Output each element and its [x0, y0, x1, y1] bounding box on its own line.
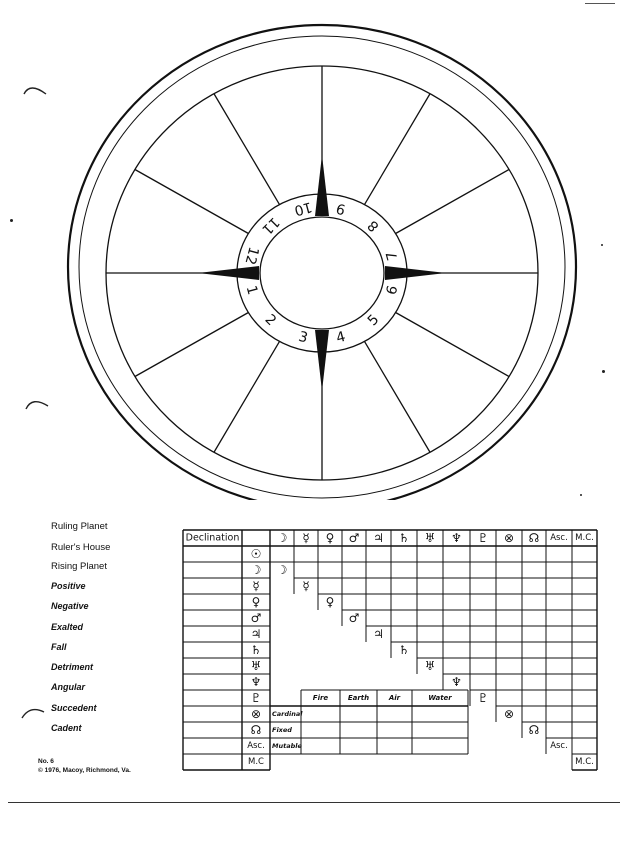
diagonal-symbol: Asc. — [550, 741, 568, 751]
label-fall: Fall — [51, 642, 67, 652]
house-number: 8 — [364, 216, 383, 235]
element-header: Earth — [347, 694, 370, 702]
diagonal-symbol: ♃ — [373, 627, 384, 641]
row-symbol: ☽ — [250, 563, 262, 577]
copyright-line: © 1976, Macoy, Richmond, Va. — [38, 767, 131, 774]
column-symbol: ♀ — [325, 531, 335, 545]
declination-header: Declination — [185, 532, 240, 544]
quality-label: Mutable — [272, 742, 302, 750]
label-negative: Negative — [51, 601, 89, 611]
quality-label: Cardinal — [272, 710, 303, 718]
column-symbol: ⊗ — [503, 531, 515, 545]
diagonal-symbol: ♇ — [477, 691, 489, 705]
quality-label: Fixed — [272, 726, 292, 734]
element-header: Air — [388, 694, 401, 702]
diagonal-symbol: ♆ — [451, 675, 462, 689]
diagonal-symbol: M.C. — [575, 757, 594, 767]
row-symbol: ♀ — [251, 595, 261, 609]
column-symbol: ☽ — [276, 531, 288, 545]
column-symbol: ♂ — [348, 531, 360, 545]
house-number: 4 — [334, 328, 348, 347]
diagonal-symbol: ☽ — [276, 563, 288, 577]
label-rulers-house: Ruler's House — [51, 542, 111, 553]
element-header: Fire — [312, 694, 329, 702]
column-symbol: ♃ — [373, 531, 384, 545]
row-symbol: ☉ — [250, 547, 262, 561]
column-symbol: ☊ — [528, 531, 540, 545]
label-cadent: Cadent — [51, 723, 82, 733]
diagonal-symbol: ♅ — [424, 659, 436, 673]
column-symbol: ☿ — [302, 531, 310, 545]
label-rising-planet: Rising Planet — [51, 561, 107, 572]
house-number: 6 — [383, 283, 402, 297]
house-number: 10 — [292, 198, 314, 219]
house-number: 2 — [261, 311, 280, 330]
house-number: 1 — [242, 283, 261, 297]
house-number: 3 — [296, 328, 310, 347]
label-positive: Positive — [51, 581, 86, 591]
label-ruling-planet: Ruling Planet — [51, 521, 108, 532]
row-symbol: ♅ — [250, 659, 262, 673]
label-angular: Angular — [51, 682, 86, 692]
column-symbol: M.C. — [575, 533, 594, 543]
diagonal-symbol: ♀ — [325, 595, 335, 609]
label-succedent: Succedent — [51, 703, 97, 713]
diagonal-symbol: ♂ — [348, 611, 360, 625]
diagonal-symbol: ⊗ — [503, 707, 515, 721]
house-number: 11 — [258, 213, 283, 238]
column-symbol: ♇ — [477, 531, 489, 545]
column-symbol: ♆ — [451, 531, 462, 545]
column-symbol: ♅ — [424, 531, 436, 545]
element-header: Water — [428, 694, 452, 702]
row-symbol: ♆ — [250, 675, 262, 689]
diagonal-symbol: ☊ — [528, 723, 540, 737]
row-symbol: M.C — [248, 757, 264, 767]
row-symbol: ♂ — [250, 611, 262, 625]
column-symbol: ♄ — [398, 531, 410, 545]
row-symbol: ♄ — [250, 643, 262, 657]
form-number: No. 6 — [38, 758, 54, 765]
label-exalted: Exalted — [51, 622, 84, 632]
house-number: 12 — [241, 244, 262, 267]
row-symbol: ♇ — [250, 691, 262, 705]
row-symbol: ☿ — [252, 579, 260, 593]
house-number: 9 — [334, 199, 348, 218]
row-symbol: Asc. — [247, 741, 265, 751]
house-number: 7 — [383, 249, 402, 263]
house-number: 5 — [364, 311, 383, 330]
label-detriment: Detriment — [51, 662, 94, 672]
diagonal-symbol: ♄ — [398, 643, 410, 657]
diagonal-symbol: ☿ — [302, 579, 310, 593]
row-symbol: ⊗ — [250, 707, 262, 721]
row-symbol: ☊ — [250, 723, 262, 737]
row-symbol: ♃ — [250, 627, 262, 641]
column-symbol: Asc. — [550, 533, 568, 543]
